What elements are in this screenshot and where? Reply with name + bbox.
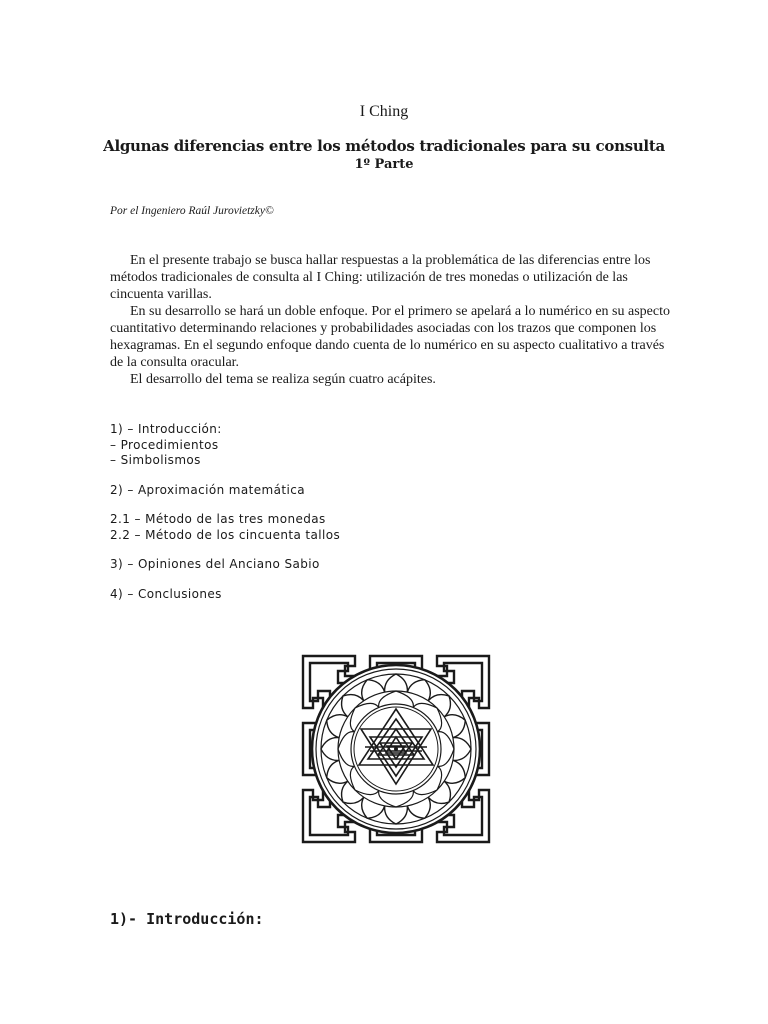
toc-group-5 (110, 587, 340, 603)
sri-yantra-icon (290, 643, 502, 855)
toc-item: – Simbolismos (110, 453, 201, 467)
toc-item: 3) – Opiniones del Anciano Sabio (110, 557, 320, 571)
table-of-contents (110, 422, 340, 616)
document-part: 1º Parte (354, 157, 414, 172)
document-title: I Ching (359, 103, 409, 120)
toc-group-2 (110, 483, 340, 499)
toc-item: 2.2 – Método de los cincuenta tallos (110, 527, 341, 542)
author-line: Por el Ingeniero Raúl Jurovietzky© (110, 205, 274, 217)
document-subtitle: Algunas diferencias entre los métodos tradicionales para su consulta (103, 137, 665, 155)
toc-item: 2.1 – Método de las tres monedas (110, 512, 326, 526)
paragraph-2: En su desarrollo se hará un doble enfoque. Por el primero se apelará a lo numérico en su aspecto cuantitativo determinando relaciones y probabilidades asociadas con los trazos que componen los hexagramas. En el segundo enfoque dando cuenta de lo numérico en su aspecto cualitativo a través de la consulta oracular. (110, 304, 670, 370)
toc-item: 1) – Introducción: (110, 422, 222, 436)
toc-group-4 (110, 557, 340, 573)
toc-item: 4) – Conclusiones (110, 586, 222, 601)
introduction-body (110, 252, 670, 388)
toc-item: 2) – Aproximación matemática (110, 482, 305, 497)
paragraph-3: El desarrollo del tema se realiza según cuatro acápites. (130, 372, 436, 387)
paragraph-1: En el presente trabajo se busca hallar respuestas a la problemática de las diferencias entre los métodos tradicionales de consulta al I Ching: utilización de tres monedas o utilización de las cincuenta varillas. (110, 253, 651, 302)
toc-item: – Procedimientos (110, 437, 219, 452)
toc-group-3 (110, 512, 340, 543)
section-heading: 1)- Introducción: (110, 910, 264, 928)
toc-group-1 (110, 422, 340, 469)
